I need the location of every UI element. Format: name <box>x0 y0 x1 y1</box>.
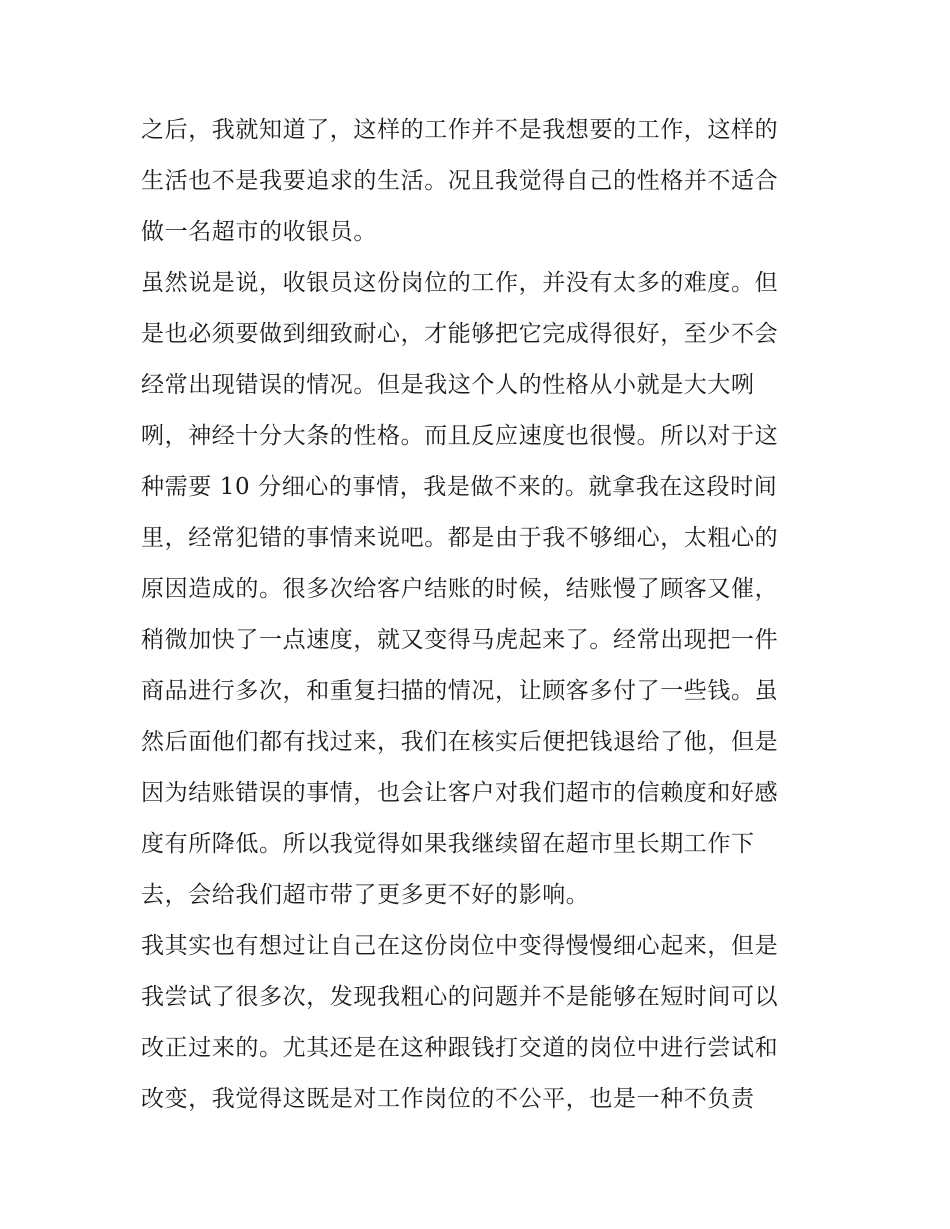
document-body <box>141 105 813 1125</box>
text-line: 改变，我觉得这既是对工作岗位的不公平，也是一种不负责 <box>141 1086 755 1112</box>
text-line: 原因造成的。很多次给客户结账的时候，结账慢了顾客又催， <box>141 576 779 602</box>
text-line: 因为结账错误的事情，也会让客户对我们超市的信赖度和好感 <box>141 780 779 806</box>
paragraph-3 <box>141 921 813 1125</box>
paragraph-2 <box>141 258 813 921</box>
text-line: 是也必须要做到细致耐心，才能够把它完成得很好，至少不会 <box>141 321 779 347</box>
text-line: 商品进行多次，和重复扫描的情况，让顾客多付了一些钱。虽 <box>141 678 779 704</box>
text-line: 改正过来的。尤其还是在这种跟钱打交道的岗位中进行尝试和 <box>141 1035 779 1061</box>
text-line: 虽然说是说，收银员这份岗位的工作，并没有太多的难度。但 <box>141 270 779 296</box>
text-line: 做一名超市的收银员。 <box>141 219 377 245</box>
text-line: 经常出现错误的情况。但是我这个人的性格从小就是大大咧 <box>141 372 755 398</box>
paragraph-1 <box>141 105 813 258</box>
text-line: 我其实也有想过让自己在这份岗位中变得慢慢细心起来，但是 <box>141 933 779 959</box>
text-line: 里，经常犯错的事情来说吧。都是由于我不够细心，太粗心的 <box>141 525 779 551</box>
text-line: 咧，神经十分大条的性格。而且反应速度也很慢。所以对于这 <box>141 423 779 449</box>
text-line: 种需要 10 分细心的事情，我是做不来的。就拿我在这段时间 <box>141 474 778 500</box>
text-line: 度有所降低。所以我觉得如果我继续留在超市里长期工作下 <box>141 831 755 857</box>
text-line: 稍微加快了一点速度，就又变得马虎起来了。经常出现把一件 <box>141 627 779 653</box>
text-line: 我尝试了很多次，发现我粗心的问题并不是能够在短时间可以 <box>141 984 779 1010</box>
text-line: 之后，我就知道了，这样的工作并不是我想要的工作，这样的 <box>141 117 779 143</box>
text-line: 然后面他们都有找过来，我们在核实后便把钱退给了他，但是 <box>141 729 779 755</box>
text-line: 生活也不是我要追求的生活。况且我觉得自己的性格并不适合 <box>141 168 779 194</box>
text-line: 去，会给我们超市带了更多更不好的影响。 <box>141 882 590 908</box>
